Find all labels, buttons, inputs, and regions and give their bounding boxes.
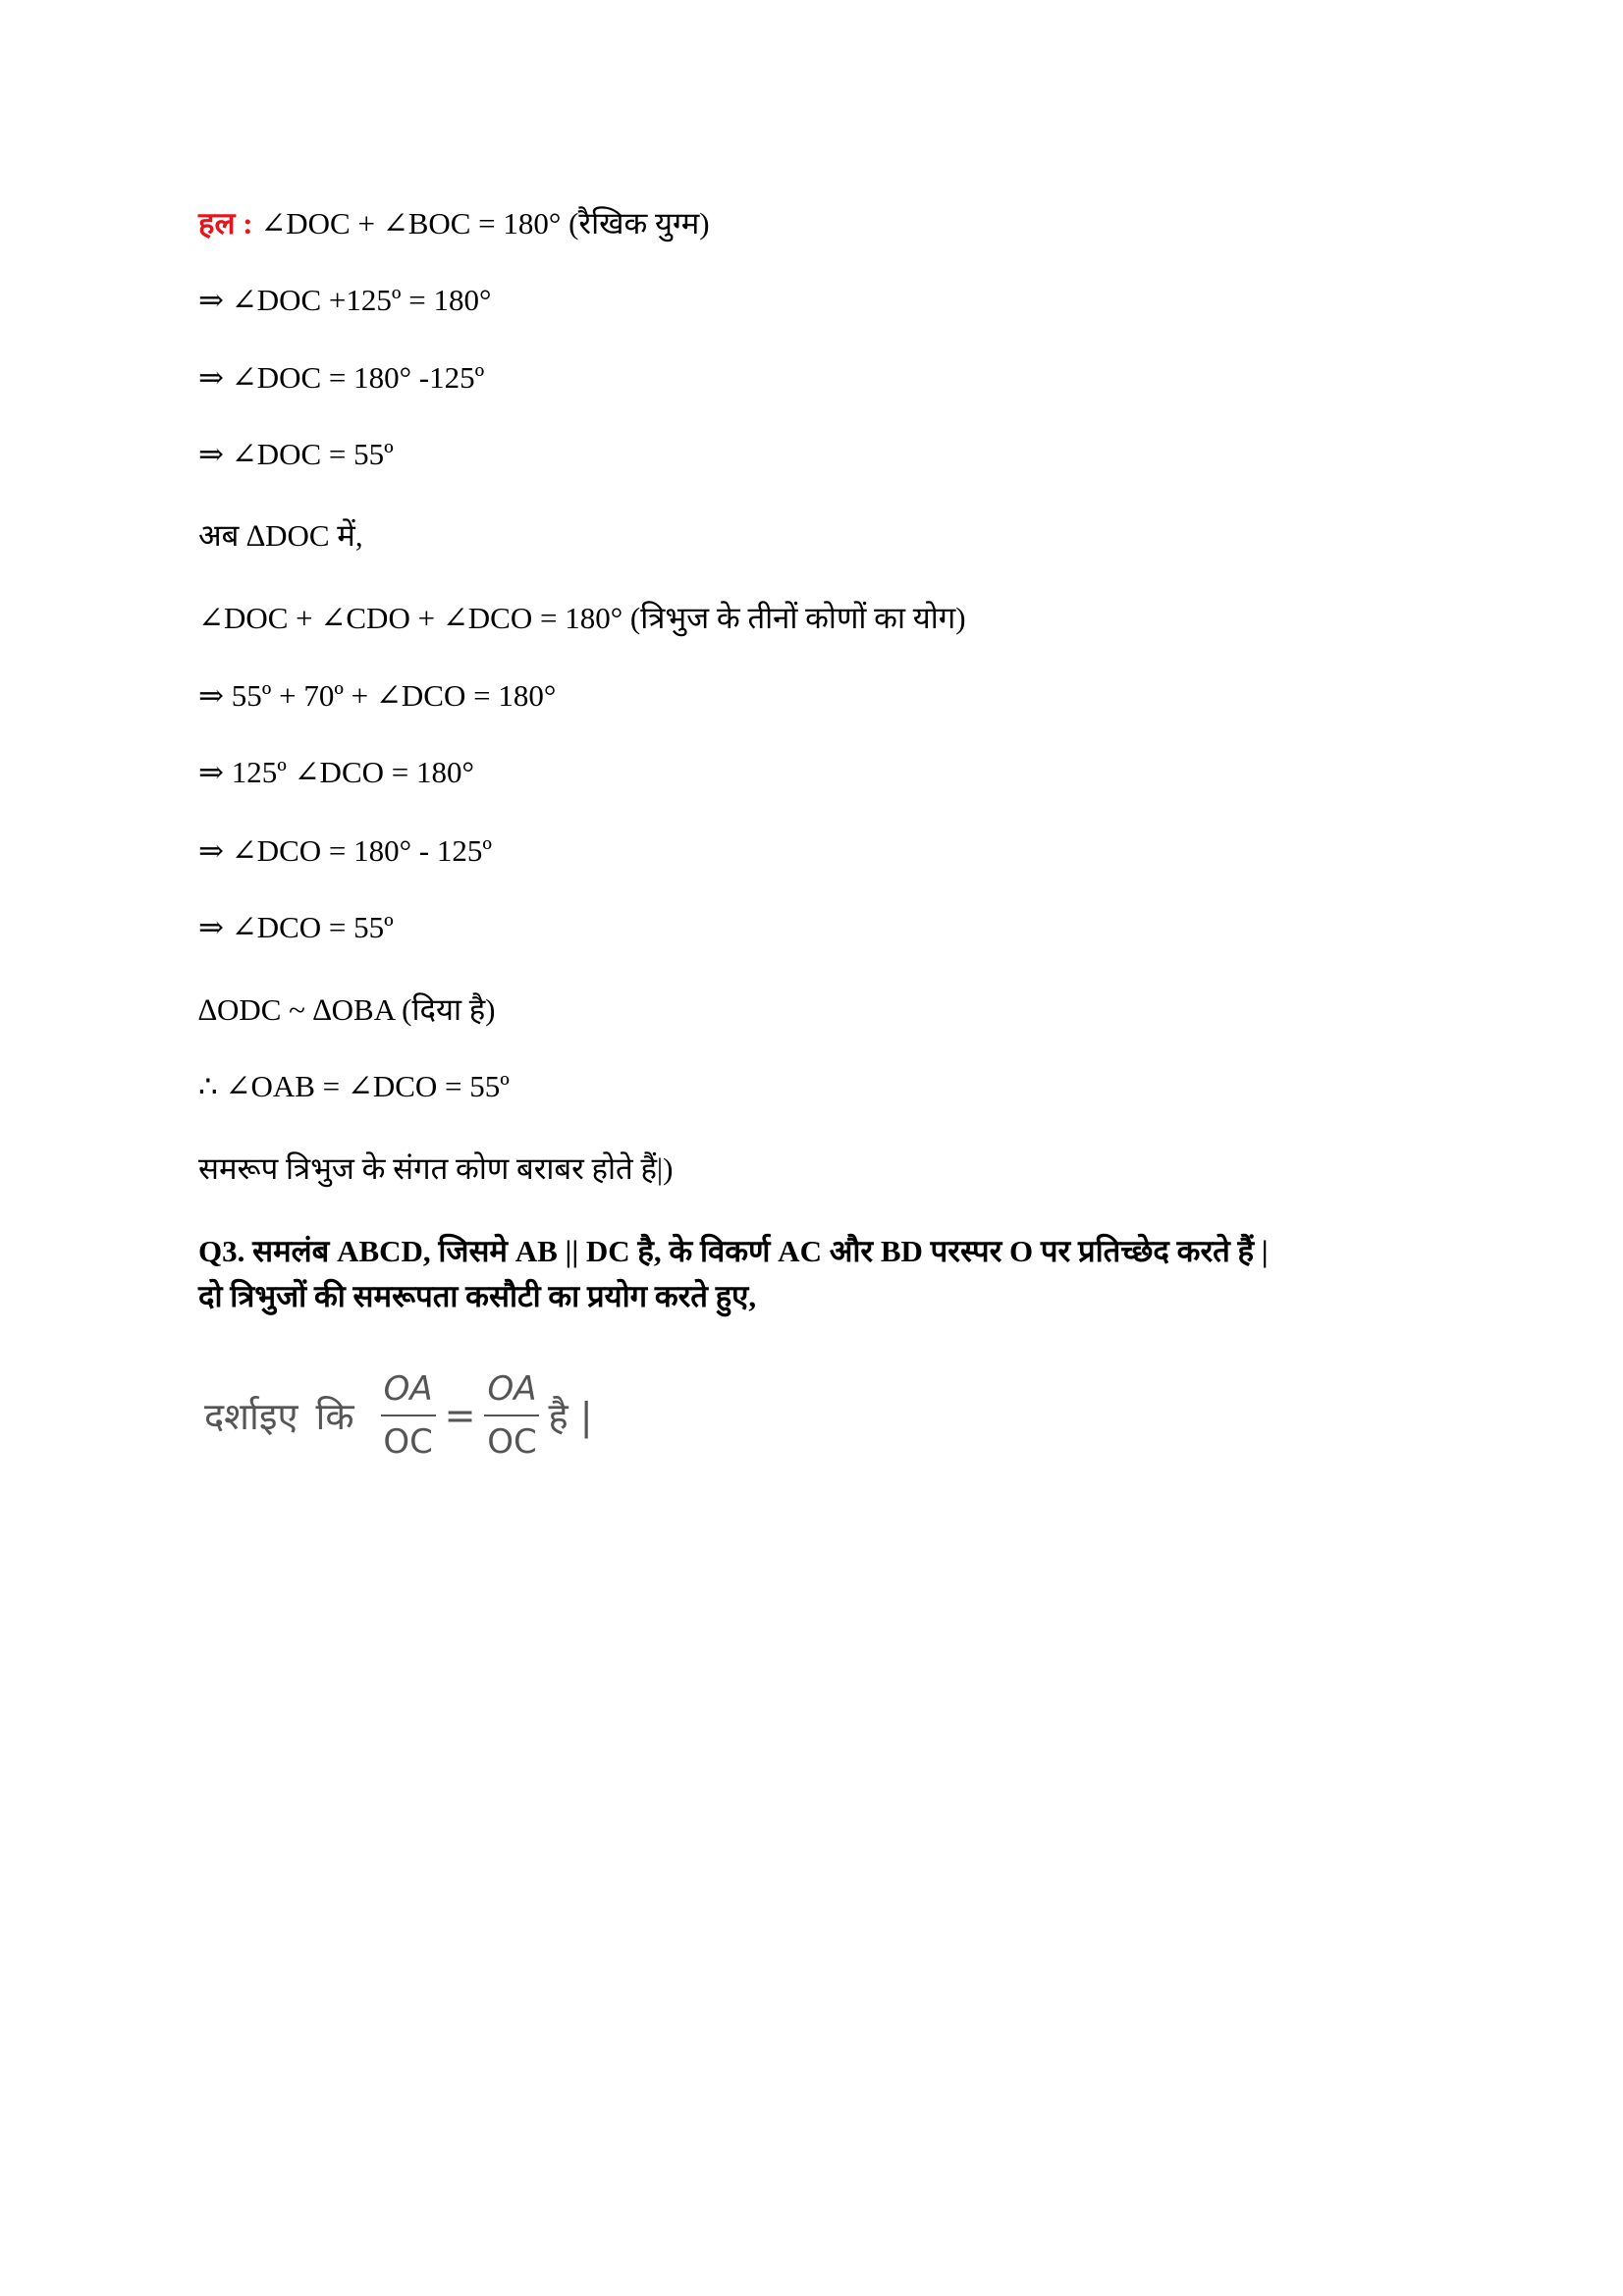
show-that-equation [204, 1369, 593, 1462]
solution-line-10: ⇒ ∠DCO = 55º [198, 910, 394, 944]
solution-line-13: समरूप त्रिभुज के संगत कोण बराबर होते हैं|) [198, 1151, 674, 1186]
solution-line-1 [198, 208, 710, 239]
solution-line-2: ⇒ ∠DOC +125º = 180° [198, 283, 492, 317]
solution-line-3: ⇒ ∠DOC = 180° -125º [198, 360, 485, 395]
denominator: OC [383, 1422, 433, 1462]
show-suffix: है | [548, 1395, 593, 1438]
fraction-left [380, 1369, 437, 1462]
solution-label: हल : [198, 206, 253, 240]
solution-line-6: ∠DOC + ∠CDO + ∠DCO = 180° (त्रिभुज के तीनों कोणों का योग) [198, 601, 966, 635]
fraction-bar [381, 1415, 436, 1416]
solution-line-5: अब ∆DOC में, [198, 518, 363, 553]
show-prefix: दर्शाइए [204, 1395, 298, 1438]
solution-line-12: ∴ ∠OAB = ∠DCO = 55º [198, 1069, 510, 1103]
question-line-2: दो त्रिभुजों की समरूपता कसौटी का प्रयोग करते हुए, [198, 1279, 757, 1313]
equals-sign: = [444, 1394, 476, 1437]
solution-line-7: ⇒ 55º + 70º + ∠DCO = 180° [198, 678, 557, 713]
question-line-1: Q3. समलंब ABCD, जिसमे AB || DC है, के विकर्ण AC और BD परस्पर O पर प्रतिच्छेद करते हैं | [198, 1234, 1269, 1268]
numerator: OA [487, 1369, 537, 1409]
solution-line-9: ⇒ ∠DCO = 180° - 125º [198, 833, 492, 868]
fraction-bar [484, 1415, 539, 1416]
denominator: OC [487, 1422, 537, 1462]
numerator: OA [383, 1369, 433, 1409]
solution-line-4: ⇒ ∠DOC = 55º [198, 437, 394, 471]
fraction-right [483, 1369, 540, 1462]
equation-text: ∠DOC + ∠BOC = 180° (रैखिक युग्म) [260, 206, 710, 240]
solution-line-11: ∆ODC ~ ∆OBA (दिया है) [198, 992, 496, 1027]
solution-line-8: ⇒ 125º ∠DCO = 180° [198, 755, 474, 789]
show-ki: कि [315, 1395, 354, 1438]
